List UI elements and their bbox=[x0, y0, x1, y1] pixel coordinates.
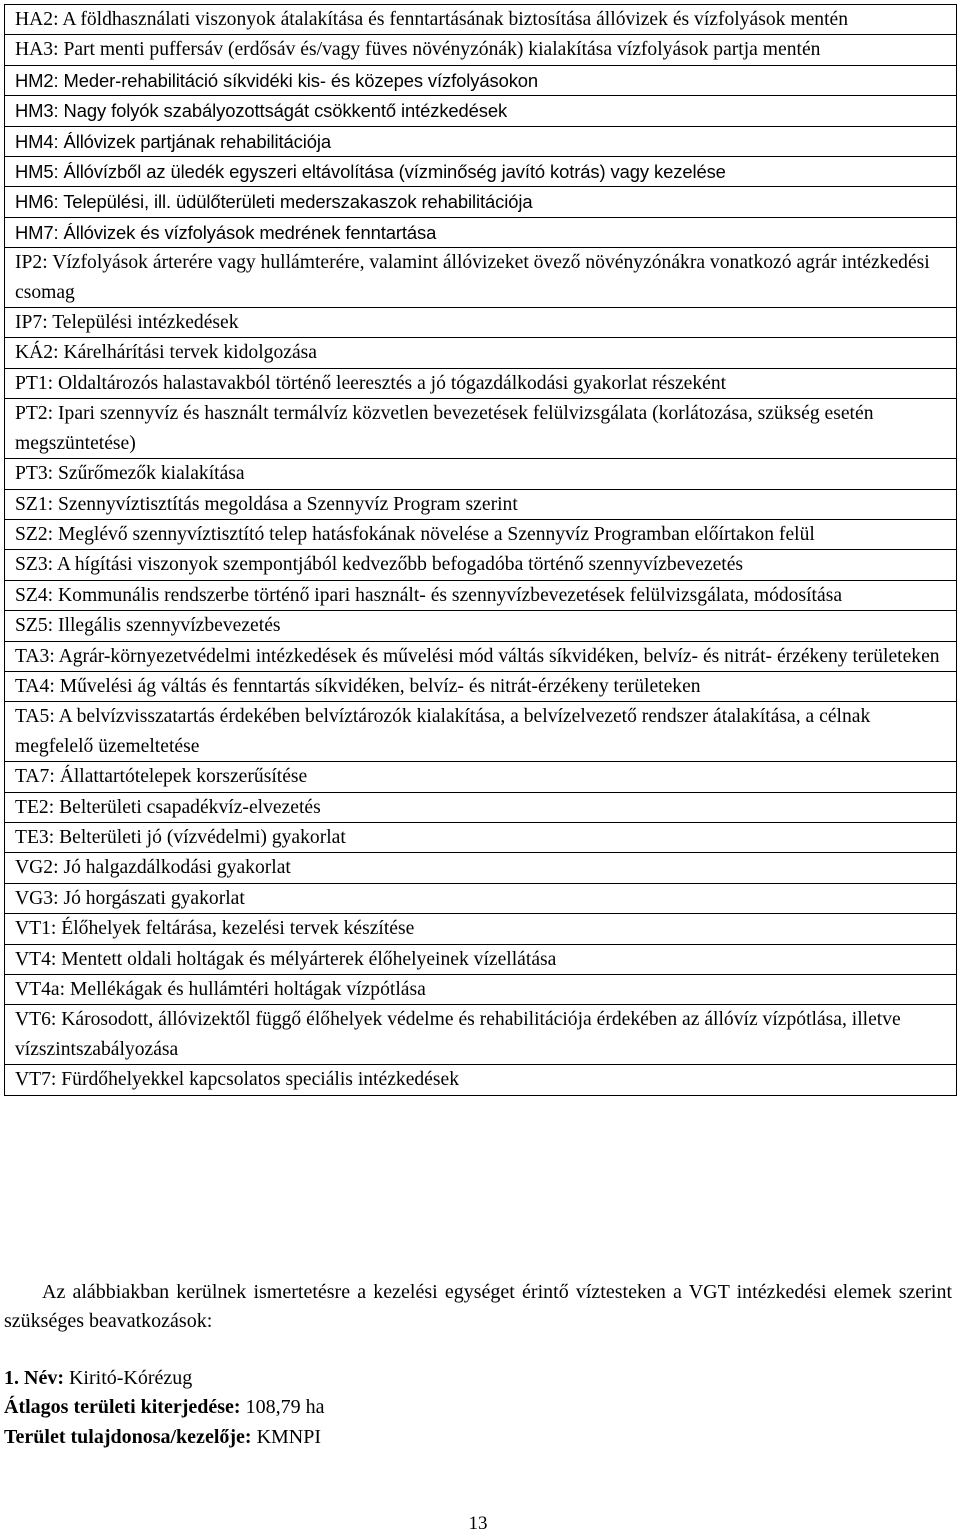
measure-cell: VT7: Fürdőhelyekkel kapcsolatos speciális intézkedések bbox=[5, 1065, 957, 1095]
measure-cell: HA2: A földhasználati viszonyok átalakítása és fenntartásának biztosítása állóvizek és vízfolyások mentén bbox=[5, 5, 957, 35]
measure-row bbox=[5, 489, 957, 519]
measure-row bbox=[5, 338, 957, 368]
measure-row bbox=[5, 944, 957, 974]
measure-cell: TA3: Agrár-környezetvédelmi intézkedések és művelési mód váltás síkvidéken, belvíz- és nitrát- érzékeny területeken bbox=[5, 641, 957, 671]
measure-cell: HM3: Nagy folyók szabályozottságát csökkentő intézkedések bbox=[5, 96, 957, 126]
measure-row bbox=[5, 914, 957, 944]
measure-cell: PT1: Oldaltározós halastavakból történő leeresztés a jó tógazdálkodási gyakorlat részeként bbox=[5, 368, 957, 398]
site-owner-line bbox=[4, 1423, 952, 1452]
measure-row bbox=[5, 459, 957, 489]
measure-cell: VT4a: Mellékágak és hullámtéri holtágak vízpótlása bbox=[5, 975, 957, 1005]
measure-row bbox=[5, 368, 957, 398]
measure-row bbox=[5, 248, 957, 308]
measure-cell: KÁ2: Kárelhárítási tervek kidolgozása bbox=[5, 338, 957, 368]
page-number: 13 bbox=[468, 1513, 488, 1534]
measure-row bbox=[5, 792, 957, 822]
site-owner-value: KMNPI bbox=[256, 1425, 322, 1448]
measure-cell: HA3: Part menti puffersáv (erdősáv és/vagy füves növényzónák) kialakítása vízfolyások partja mentén bbox=[5, 35, 957, 65]
site-name-line bbox=[4, 1364, 952, 1393]
measure-row bbox=[5, 580, 957, 610]
measure-cell: SZ5: Illegális szennyvízbevezetés bbox=[5, 611, 957, 641]
measure-cell: VT6: Károsodott, állóvizektől függő élőhelyek védelme és rehabilitációja érdekében az állóvíz vízpótlása, illetve vízszintszabályozása bbox=[5, 1005, 957, 1065]
measure-cell: HM7: Állóvizek és vízfolyások medrének fenntartása bbox=[5, 217, 957, 247]
measure-cell: HM4: Állóvizek partjának rehabilitációja bbox=[5, 126, 957, 156]
measure-row bbox=[5, 975, 957, 1005]
site-area-line bbox=[4, 1393, 952, 1422]
measure-cell: VT4: Mentett oldali holtágak és mélyárterek élőhelyeinek vízellátása bbox=[5, 944, 957, 974]
measure-row bbox=[5, 5, 957, 35]
measure-cell: IP2: Vízfolyások árterére vagy hullámterére, valamint állóvizeket övező növényzónákra vonatkozó agrár intézkedési csomag bbox=[5, 248, 957, 308]
measures-table-body bbox=[5, 5, 957, 1096]
measure-cell: PT3: Szűrőmezők kialakítása bbox=[5, 459, 957, 489]
site-info bbox=[4, 1364, 952, 1452]
measure-cell: TA5: A belvízvisszatartás érdekében belvíztározók kialakítása, a belvízelvezető rendszer átalakítása, a célnak megfelelő üzemeltetése bbox=[5, 702, 957, 762]
measure-cell: PT2: Ipari szennyvíz és használt termálvíz közvetlen bevezetések felülvizsgálata (korlátozása, szükség esetén megszüntetése) bbox=[5, 399, 957, 459]
measure-row bbox=[5, 1065, 957, 1095]
measure-cell: SZ2: Meglévő szennyvíztisztító telep hatásfokának növelése a Szennyvíz Programban előírtakon felül bbox=[5, 519, 957, 549]
measure-cell: IP7: Települési intézkedések bbox=[5, 308, 957, 338]
measure-row bbox=[5, 853, 957, 883]
measure-cell: TA4: Művelési ág váltás és fenntartás síkvidéken, belvíz- és nitrát-érzékeny területeken bbox=[5, 671, 957, 701]
measure-row bbox=[5, 822, 957, 852]
measure-cell: VG3: Jó horgászati gyakorlat bbox=[5, 883, 957, 913]
measure-row bbox=[5, 157, 957, 187]
site-area-value: 108,79 ha bbox=[245, 1396, 325, 1419]
measure-row bbox=[5, 399, 957, 459]
measure-cell: TA7: Állattartótelepek korszerűsítése bbox=[5, 762, 957, 792]
measure-cell: VT1: Élőhelyek feltárása, kezelési tervek készítése bbox=[5, 914, 957, 944]
measures-table bbox=[4, 4, 957, 1096]
measure-row bbox=[5, 187, 957, 217]
measure-row bbox=[5, 308, 957, 338]
measure-cell: SZ3: A hígítási viszonyok szempontjából kedvezőbb befogadóba történő szennyvízbevezetés bbox=[5, 550, 957, 580]
measure-row bbox=[5, 126, 957, 156]
measure-row bbox=[5, 65, 957, 95]
measure-cell: HM5: Állóvízből az üledék egyszeri eltávolítása (vízminőség javító kotrás) vagy kezelése bbox=[5, 157, 957, 187]
measure-row bbox=[5, 883, 957, 913]
site-area-label: Átlagos területi kiterjedése: bbox=[4, 1396, 241, 1419]
measure-row bbox=[5, 519, 957, 549]
measure-row bbox=[5, 641, 957, 671]
measure-cell: HM2: Meder-rehabilitáció síkvidéki kis- és közepes vízfolyásokon bbox=[5, 65, 957, 95]
measure-cell: TE3: Belterületi jó (vízvédelmi) gyakorlat bbox=[5, 822, 957, 852]
site-owner-label: Terület tulajdonosa/kezelője: bbox=[4, 1425, 252, 1448]
measure-cell: TE2: Belterületi csapadékvíz-elvezetés bbox=[5, 792, 957, 822]
measure-cell: VG2: Jó halgazdálkodási gyakorlat bbox=[5, 853, 957, 883]
measure-row bbox=[5, 1005, 957, 1065]
site-name-label: 1. Név: bbox=[4, 1367, 64, 1389]
measure-row bbox=[5, 611, 957, 641]
measure-cell: HM6: Települési, ill. üdülőterületi mederszakaszok rehabilitációja bbox=[5, 187, 957, 217]
measure-row bbox=[5, 702, 957, 762]
measure-row bbox=[5, 96, 957, 126]
measure-cell: SZ1: Szennyvíztisztítás megoldása a Szennyvíz Program szerint bbox=[5, 489, 957, 519]
measure-row bbox=[5, 35, 957, 65]
site-name-value: Kiritó-Kórézug bbox=[68, 1367, 193, 1389]
measure-row bbox=[5, 217, 957, 247]
measure-row bbox=[5, 550, 957, 580]
measure-row bbox=[5, 671, 957, 701]
measure-row bbox=[5, 762, 957, 792]
intro-paragraph: Az alábbiakban kerülnek ismertetésre a kezelési egységet érintő víztesteken a VGT intézkedési elemek szerint szükséges beavatkozások: bbox=[4, 1281, 952, 1333]
measure-cell: SZ4: Kommunális rendszerbe történő ipari használt- és szennyvízbevezetések felülvizsgálata, módosítása bbox=[5, 580, 957, 610]
